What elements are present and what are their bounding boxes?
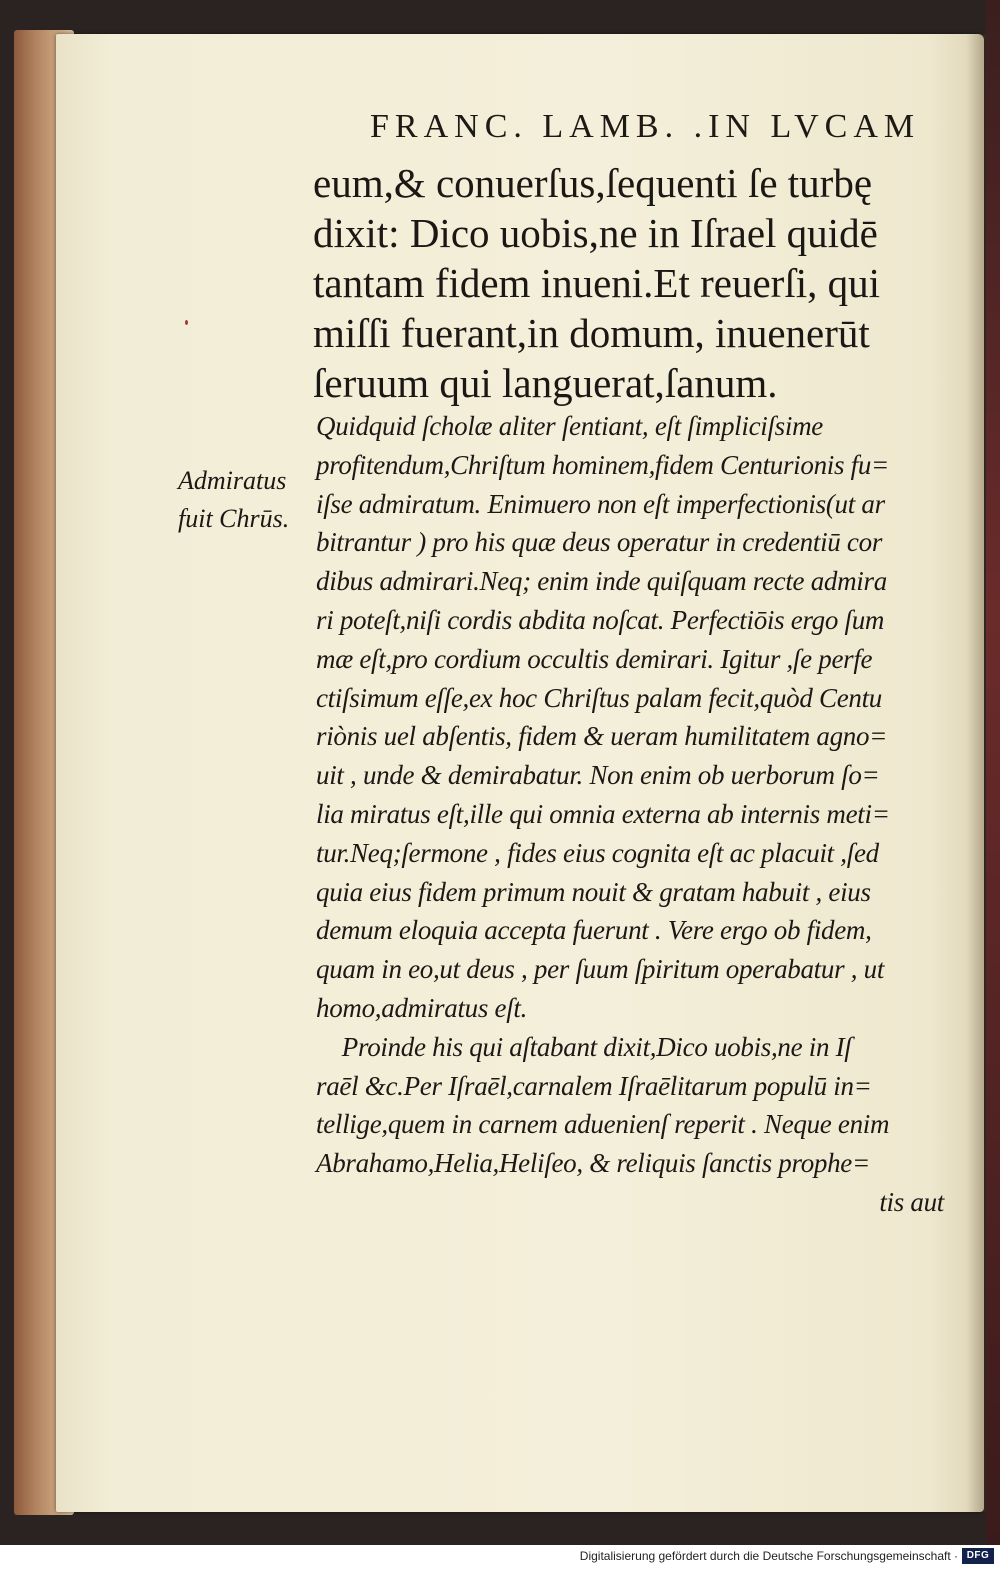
commentary-line: profitendum,Chriſtum hominem,fidem Centurionis fu= [316,449,889,480]
marginal-note-line: Admiratus [178,466,287,495]
page-fold-shadow [966,34,988,1512]
catchword: tis aut [879,1186,944,1217]
commentary-line: dibus admirari.Neq; enim inde quiſquam recte admira [316,566,887,597]
running-head: FRANC. LAMB. .IN LVCAM [370,108,921,145]
commentary-line: iſse admiratum. Enimuero non eſt imperfectionis(ut ar [316,488,885,519]
commentary-line: Quidquid ſcholæ aliter ſentiant, eſt ſimpliciſsime [316,411,823,441]
commentary-line: bitrantur ) pro his quæ deus operatur in credentiū cor [316,527,883,558]
commentary-line: lia miratus eſt,ille qui omnia externa ab internis meti= [316,798,890,829]
commentary-line: tur.Neq;ſermone , fides eius cognita eſt ac placuit ,ſed [316,837,879,868]
commentary-line: quam in eo,ut deus , per ſuum ſpiritum operabatur , ut [316,954,885,985]
commentary-line: ctiſsimum eſſe,ex hoc Chriſtus palam fecit,quòd Centu [316,682,883,713]
commentary-line: Abrahamo,Helia,Heliſeo, & reliquis ſanctis prophe= [316,1148,870,1179]
commentary-line: raēl &c.Per Iſraēl,carnalem Iſraēlitarum populū in= [316,1070,872,1101]
commentary-line: uit , unde & demirabatur. Non enim ob uerborum ſo= [316,760,880,791]
commentary-line: demum eloquia accepta fuerunt . Vere ergo ob fidem, [316,915,872,946]
verse-line: eum,& conuerſus,ſequenti ſe turbę [313,160,873,206]
commentary-line: riònis uel abſentis, fidem & ueram humilitatem agno= [316,721,888,752]
commentary-block [316,407,966,1222]
verse-line: ſeruum qui languerat,ſanum. [313,360,778,406]
marginal-note-line: fuit Chrūs. [178,504,290,533]
commentary-line: ri poteſt,niſi cordis abdita noſcat. Perfectiōis ergo ſum [316,604,885,635]
verse-line: miſſi fuerant,in domum, inuenerūt [313,310,870,356]
verse-block [313,158,963,408]
commentary-line: homo,admiratus eſt. [316,992,528,1023]
commentary-line: tellige,quem in carnem aduenienſ reperit . Neque enim [316,1109,890,1140]
funding-credit: Digitalisierung gefördert durch die Deutsche Forschungsgemeinschaft · [579,1549,958,1563]
dfg-logo: DFG [962,1548,994,1564]
ink-mark [185,320,188,325]
verse-line: dixit: Dico uobis,ne in Iſrael quidē [313,210,878,256]
verse-line: tantam fidem inueni.Et reuerſi, qui [313,260,880,306]
binding-strip [986,0,1000,1545]
commentary-line: mæ eſt,pro cordium occultis demirari. Igitur ,ſe perfe [316,643,873,674]
marginal-note [178,462,313,538]
commentary-line: Proinde his qui aſtabant dixit,Dico uobis,ne in Iſ [316,1031,852,1062]
commentary-line: quia eius fidem primum nouit & gratam habuit , eius [316,876,871,907]
